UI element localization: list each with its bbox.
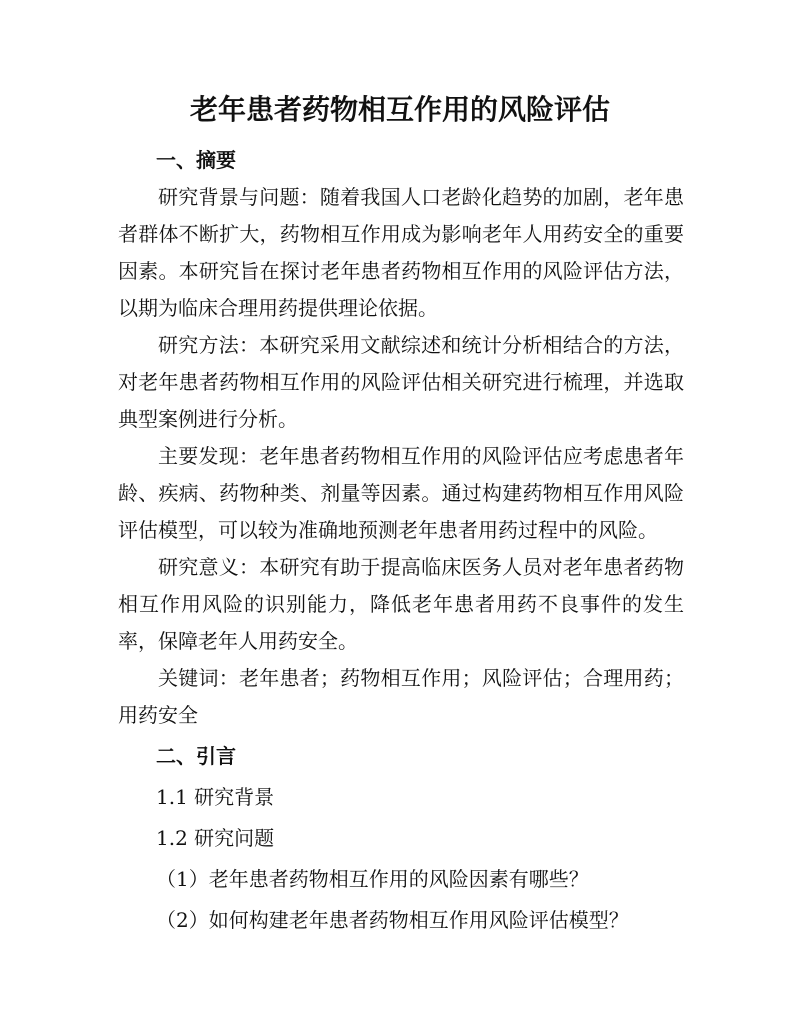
research-question-1: （1）老年患者药物相互作用的风险因素有哪些？ (156, 867, 589, 891)
section-heading-introduction: 二、引言 (156, 744, 236, 768)
keywords-paragraph: 关键词：老年患者；药物相互作用；风险评估；合理用药；用药安全 (118, 666, 684, 727)
document-title: 老年患者药物相互作用的风险评估 (189, 93, 610, 126)
abstract-significance-paragraph: 研究意义：本研究有助于提高临床医务人员对老年患者药物相互作用风险的识别能力，降低老年患者用药不良事件的发生率，保障老年人用药安全。 (118, 555, 684, 653)
abstract-findings-paragraph: 主要发现：老年患者药物相互作用的风险评估应考虑患者年龄、疾病、药物种类、剂量等因素。通过构建药物相互作用风险评估模型，可以较为准确地预测老年患者用药过程中的风险。 (118, 444, 684, 542)
subsection-research-questions: 1.2 研究问题 (156, 826, 275, 850)
abstract-methods-paragraph: 研究方法：本研究采用文献综述和统计分析相结合的方法，对老年患者药物相互作用的风险评估相关研究进行梳理，并选取典型案例进行分析。 (118, 333, 684, 431)
subsection-research-background: 1.1 研究背景 (156, 785, 275, 809)
section-heading-abstract: 一、摘要 (156, 148, 236, 172)
abstract-background-paragraph: 研究背景与问题：随着我国人口老龄化趋势的加剧，老年患者群体不断扩大，药物相互作用成为影响老年人用药安全的重要因素。本研究旨在探讨老年患者药物相互作用的风险评估方法，以期为临床合理用药提供理论依据。 (118, 185, 684, 320)
document-body (118, 142, 684, 939)
research-question-2: （2）如何构建老年患者药物相互作用风险评估模型？ (156, 908, 629, 932)
